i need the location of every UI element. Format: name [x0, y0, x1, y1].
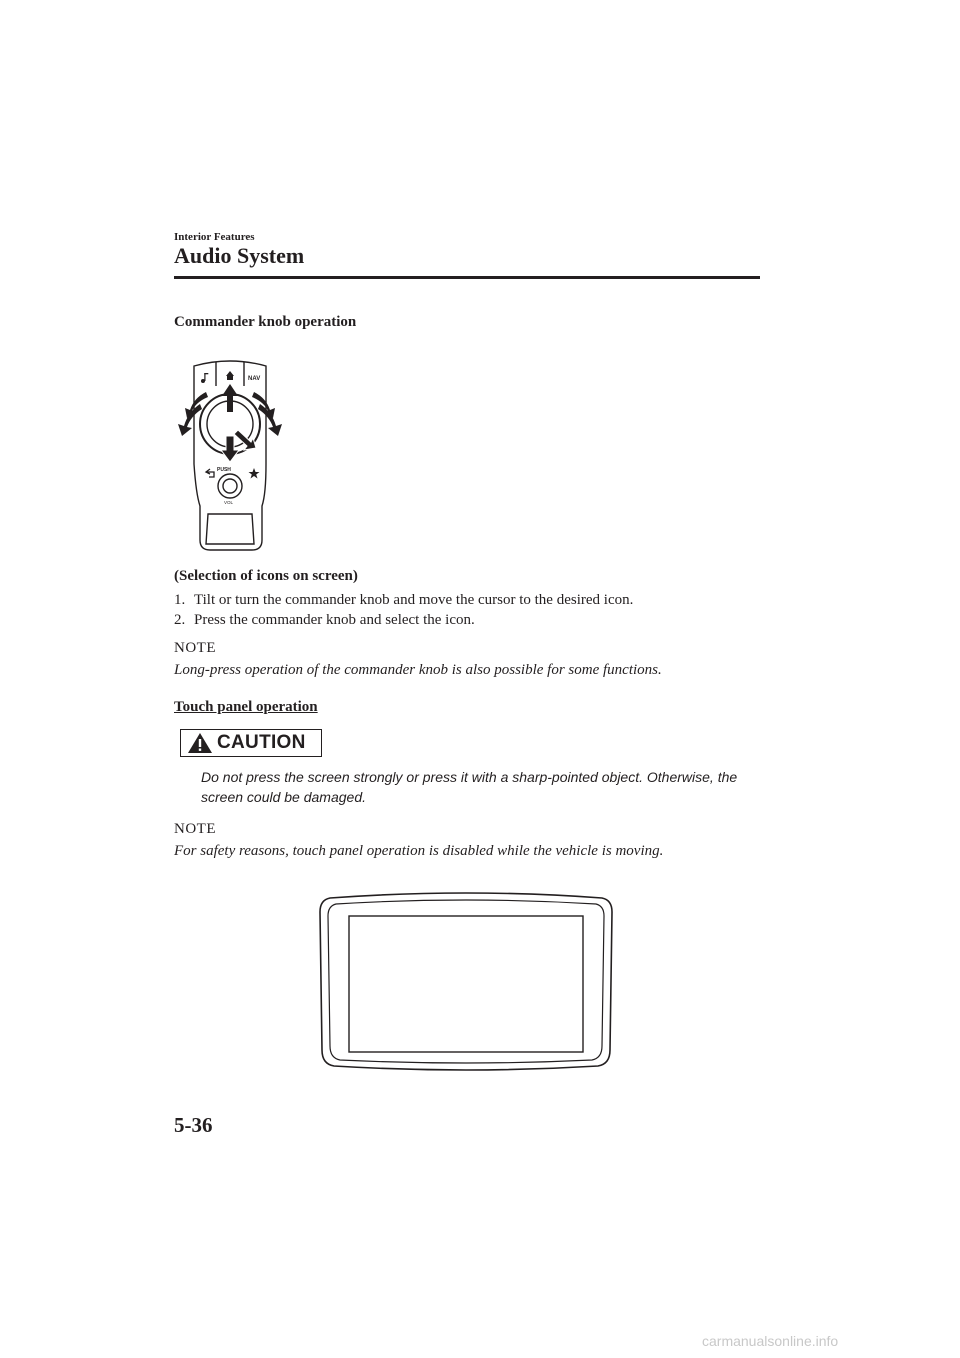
touch-panel-heading: Touch panel operation	[174, 699, 318, 715]
caution-box	[180, 729, 322, 757]
note-label: NOTE	[174, 821, 216, 837]
home-icon	[226, 371, 234, 380]
music-note-icon	[201, 373, 208, 383]
nav-label: NAV	[248, 376, 261, 382]
step-text: Tilt or turn the commander knob and move the cursor to the desired icon.	[194, 592, 634, 608]
note-text: Long-press operation of the commander knob is also possible for some functions.	[174, 662, 662, 678]
vol-label: VOL	[224, 500, 234, 505]
sweep-right-arrow	[252, 392, 275, 418]
note-label: NOTE	[174, 640, 216, 656]
warning-triangle-icon	[187, 732, 213, 754]
caution-text: Do not press the screen strongly or press it with a sharp-pointed object. Otherwise, the screen could be damaged.	[201, 769, 738, 805]
section-label: Interior Features	[174, 231, 255, 243]
step-item	[174, 610, 633, 630]
step-number: 2.	[174, 612, 186, 628]
header-rule	[174, 276, 760, 279]
caution-label: CAUTION	[217, 732, 306, 753]
press-down-arrow	[221, 436, 239, 462]
chapter-title: Audio System	[174, 243, 305, 268]
selection-heading: (Selection of icons on screen)	[174, 568, 358, 584]
sweep-left-arrow	[185, 392, 208, 418]
rotate-left-arrow	[178, 404, 202, 436]
back-icon	[206, 469, 214, 477]
step-number: 1.	[174, 592, 186, 608]
tilt-diagonal-arrow	[234, 430, 256, 450]
step-text: Press the commander knob and select the icon.	[194, 612, 475, 628]
steps-list	[174, 590, 633, 630]
star-icon	[249, 468, 260, 479]
step-item	[174, 590, 633, 610]
rotate-right-arrow	[258, 404, 282, 436]
commander-knob-illustration	[170, 354, 290, 554]
commander-heading: Commander knob operation	[174, 314, 357, 330]
watermark: carmanualsonline.info	[702, 1333, 839, 1349]
push-label: PUSH	[217, 467, 231, 473]
note-text: For safety reasons, touch panel operation is disabled while the vehicle is moving.	[174, 843, 664, 859]
page-number: 5-36	[174, 1113, 213, 1137]
center-display-illustration	[318, 890, 614, 1072]
tilt-up-arrow	[222, 384, 238, 412]
